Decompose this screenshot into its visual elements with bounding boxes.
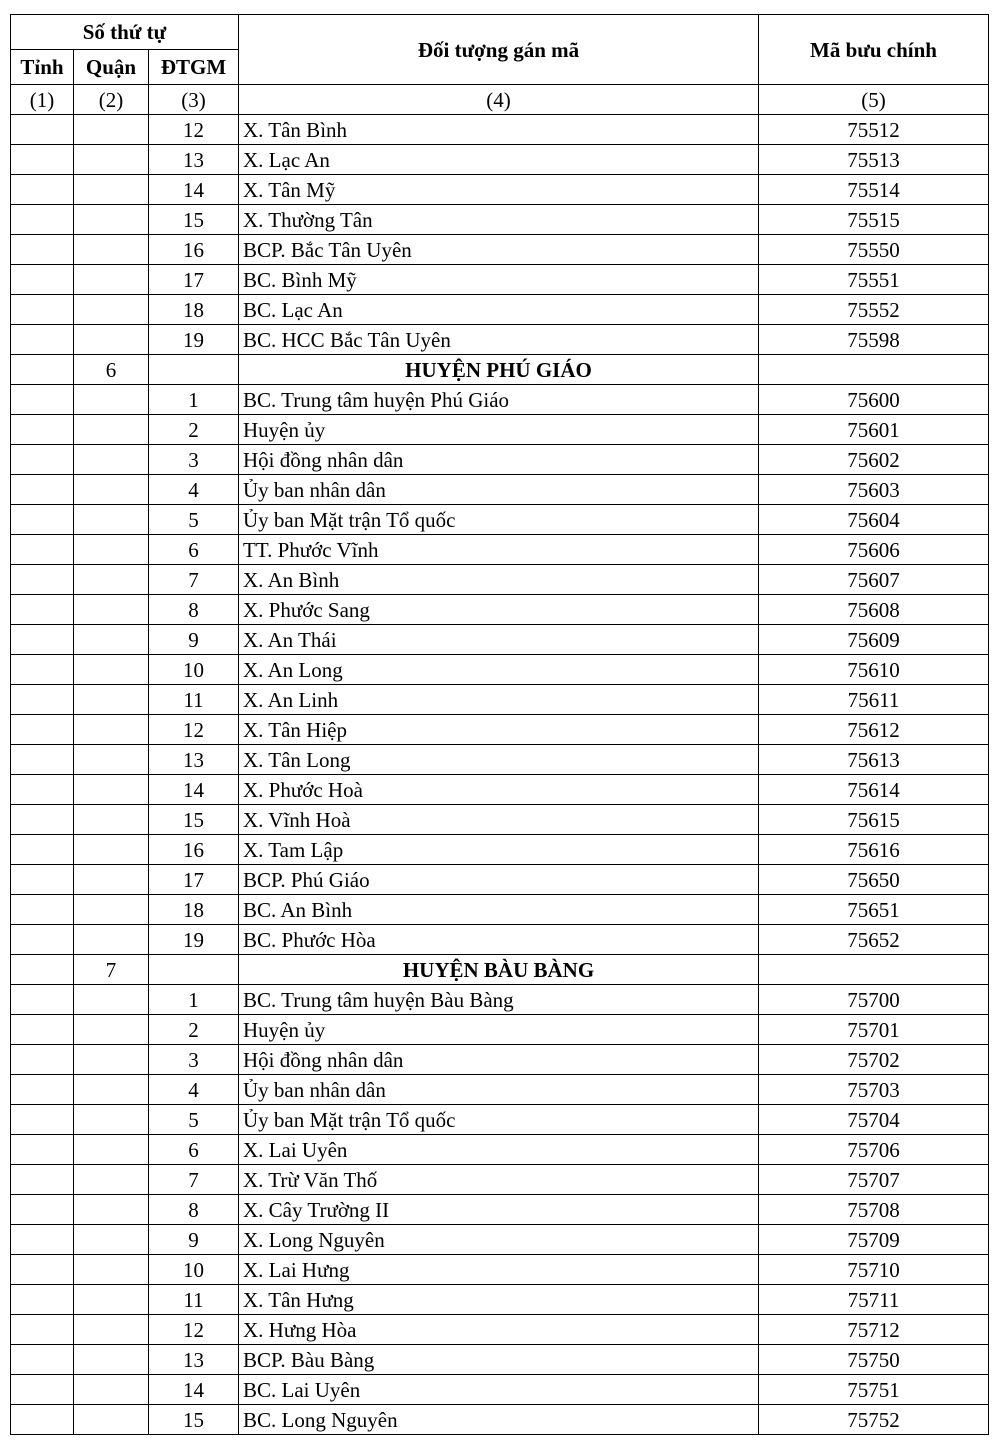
item-number: 12 [149,715,239,745]
item-number: 2 [149,415,239,445]
object-name: X. Tân Hiệp [239,715,759,745]
object-name: BCP. Phú Giáo [239,865,759,895]
table-row [11,385,989,415]
table-row [11,445,989,475]
postal-code: 75751 [759,1375,989,1405]
dtgm-cell [149,355,239,385]
table-row [11,835,989,865]
district-cell [74,565,149,595]
postal-code: 75604 [759,505,989,535]
item-number: 5 [149,1105,239,1135]
table-row [11,175,989,205]
table-row [11,235,989,265]
district-cell [74,715,149,745]
table-row [11,1075,989,1105]
table-row [11,115,989,145]
code-cell [759,955,989,985]
province-cell [11,775,74,805]
table-row [11,565,989,595]
postal-code: 75598 [759,325,989,355]
district-cell [74,1375,149,1405]
province-cell [11,265,74,295]
item-number: 3 [149,1045,239,1075]
province-cell [11,655,74,685]
district-cell [74,415,149,445]
postal-code: 75612 [759,715,989,745]
item-number: 11 [149,1285,239,1315]
item-number: 16 [149,235,239,265]
district-cell [74,1075,149,1105]
table-row [11,865,989,895]
object-name: BC. Phước Hòa [239,925,759,955]
district-cell [74,445,149,475]
table-row [11,925,989,955]
item-number: 9 [149,625,239,655]
province-cell [11,835,74,865]
district-cell [74,655,149,685]
province-cell [11,625,74,655]
postal-code: 75651 [759,895,989,925]
postal-code: 75704 [759,1105,989,1135]
postal-code: 75709 [759,1225,989,1255]
province-cell [11,1285,74,1315]
district-cell [74,325,149,355]
item-number: 6 [149,535,239,565]
item-number: 4 [149,1075,239,1105]
postal-code: 75606 [759,535,989,565]
table-row [11,1375,989,1405]
table-row [11,1345,989,1375]
object-name: BC. Trung tâm huyện Bàu Bàng [239,985,759,1015]
table-body [11,115,989,1435]
postal-code: 75600 [759,385,989,415]
postal-code: 75514 [759,175,989,205]
postal-code: 75706 [759,1135,989,1165]
province-cell [11,1315,74,1345]
object-name: BC. An Bình [239,895,759,925]
district-cell [74,895,149,925]
column-index: (1) [11,85,74,115]
table-row [11,805,989,835]
column-index: (2) [74,85,149,115]
district-cell [74,595,149,625]
province-cell [11,985,74,1015]
district-cell [74,865,149,895]
item-number: 19 [149,925,239,955]
dtgm-cell [149,955,239,985]
province-cell [11,1225,74,1255]
district-cell [74,1405,149,1435]
table-row [11,685,989,715]
item-number: 9 [149,1225,239,1255]
province-cell [11,955,74,985]
table-row [11,595,989,625]
district-cell [74,175,149,205]
table-row [11,1135,989,1165]
item-number: 1 [149,385,239,415]
postal-code: 75700 [759,985,989,1015]
district-cell [74,1045,149,1075]
object-name: X. Tân Long [239,745,759,775]
district-cell [74,985,149,1015]
province-cell [11,1105,74,1135]
province-cell [11,925,74,955]
postal-code: 75552 [759,295,989,325]
item-number: 13 [149,145,239,175]
header-object: Đối tượng gán mã [239,15,759,85]
table-header [11,15,989,115]
province-cell [11,1375,74,1405]
column-index: (5) [759,85,989,115]
postal-code: 75703 [759,1075,989,1105]
district-cell [74,925,149,955]
object-name: X. Cây Trường II [239,1195,759,1225]
province-cell [11,895,74,925]
table-row [11,655,989,685]
item-number: 14 [149,775,239,805]
province-cell [11,355,74,385]
object-name: X. Lai Uyên [239,1135,759,1165]
table-row [11,775,989,805]
postal-code: 75611 [759,685,989,715]
postal-code: 75652 [759,925,989,955]
province-cell [11,715,74,745]
district-cell [74,295,149,325]
district-cell [74,385,149,415]
district-cell [74,1255,149,1285]
object-name: X. Long Nguyên [239,1225,759,1255]
object-name: Huyện ủy [239,415,759,445]
province-cell [11,175,74,205]
district-cell [74,1285,149,1315]
object-name: Ủy ban Mặt trận Tổ quốc [239,1105,759,1135]
item-number: 17 [149,865,239,895]
object-name: X. Hưng Hòa [239,1315,759,1345]
object-name: X. Phước Hoà [239,775,759,805]
district-cell [74,1315,149,1345]
district-cell [74,1345,149,1375]
postal-code: 75610 [759,655,989,685]
postal-code: 75710 [759,1255,989,1285]
object-name: X. Tân Mỹ [239,175,759,205]
province-cell [11,205,74,235]
table-row [11,415,989,445]
object-name: X. An Bình [239,565,759,595]
table-row [11,1045,989,1075]
province-cell [11,505,74,535]
item-number: 15 [149,1405,239,1435]
item-number: 18 [149,295,239,325]
province-cell [11,385,74,415]
table-row [11,1255,989,1285]
province-cell [11,325,74,355]
object-name: BC. Lạc An [239,295,759,325]
district-cell [74,805,149,835]
table-row [11,1225,989,1255]
province-cell [11,1045,74,1075]
item-number: 2 [149,1015,239,1045]
district-cell [74,625,149,655]
postal-code: 75615 [759,805,989,835]
header-postal-code: Mã bưu chính [759,15,989,85]
district-cell [74,235,149,265]
province-cell [11,535,74,565]
province-cell [11,865,74,895]
table-row [11,985,989,1015]
district-cell [74,1165,149,1195]
postal-code: 75701 [759,1015,989,1045]
object-name: Huyện ủy [239,1015,759,1045]
table-row [11,145,989,175]
table-row [11,205,989,235]
object-name: Ủy ban nhân dân [239,1075,759,1105]
province-cell [11,1075,74,1105]
item-number: 14 [149,1375,239,1405]
province-cell [11,805,74,835]
province-cell [11,1015,74,1045]
table-row [11,325,989,355]
table-row [11,475,989,505]
table-row [11,1165,989,1195]
province-cell [11,415,74,445]
object-name: X. An Long [239,655,759,685]
district-cell [74,1105,149,1135]
district-section-row [11,355,989,385]
item-number: 5 [149,505,239,535]
object-name: X. Phước Sang [239,595,759,625]
object-name: X. Lạc An [239,145,759,175]
table-row [11,1195,989,1225]
postal-code: 75607 [759,565,989,595]
postal-code: 75708 [759,1195,989,1225]
code-cell [759,355,989,385]
province-cell [11,235,74,265]
postal-code: 75602 [759,445,989,475]
object-name: X. Tân Bình [239,115,759,145]
postal-code: 75551 [759,265,989,295]
item-number: 4 [149,475,239,505]
district-cell [74,1195,149,1225]
table-row [11,745,989,775]
item-number: 8 [149,595,239,625]
district-cell [74,835,149,865]
item-number: 15 [149,205,239,235]
item-number: 18 [149,895,239,925]
district-section-row [11,955,989,985]
table-row [11,1285,989,1315]
postal-code: 75608 [759,595,989,625]
postal-code: 75603 [759,475,989,505]
object-name: BC. Long Nguyên [239,1405,759,1435]
column-index: (3) [149,85,239,115]
object-name: TT. Phước Vĩnh [239,535,759,565]
province-cell [11,685,74,715]
province-cell [11,1345,74,1375]
postal-code: 75650 [759,865,989,895]
object-name: X. Vĩnh Hoà [239,805,759,835]
province-cell [11,1255,74,1285]
postal-code: 75712 [759,1315,989,1345]
item-number: 13 [149,745,239,775]
header-province: Tỉnh [11,50,74,85]
province-cell [11,1405,74,1435]
table-row [11,265,989,295]
district-cell [74,115,149,145]
province-cell [11,445,74,475]
column-index: (4) [239,85,759,115]
postal-code: 75614 [759,775,989,805]
province-cell [11,595,74,625]
postal-code: 75707 [759,1165,989,1195]
table-row [11,295,989,325]
postal-code: 75512 [759,115,989,145]
district-cell [74,1135,149,1165]
item-number: 8 [149,1195,239,1225]
item-number: 14 [149,175,239,205]
item-number: 1 [149,985,239,1015]
postal-code: 75616 [759,835,989,865]
district-cell [74,145,149,175]
table-row [11,1405,989,1435]
district-cell [74,1015,149,1045]
item-number: 16 [149,835,239,865]
district-name: HUYỆN PHÚ GIÁO [239,355,759,385]
object-name: BCP. Bắc Tân Uyên [239,235,759,265]
table-row [11,505,989,535]
object-name: X. Trừ Văn Thố [239,1165,759,1195]
table-row [11,1015,989,1045]
object-name: X. Lai Hưng [239,1255,759,1285]
postal-code-table [10,14,989,1435]
object-name: Hội đồng nhân dân [239,1045,759,1075]
district-cell [74,205,149,235]
object-name: X. Tam Lập [239,835,759,865]
province-cell [11,1135,74,1165]
district-cell [74,685,149,715]
item-number: 10 [149,655,239,685]
item-number: 11 [149,685,239,715]
district-cell [74,265,149,295]
postal-code: 75702 [759,1045,989,1075]
item-number: 10 [149,1255,239,1285]
table-row [11,895,989,925]
header-group-order: Số thứ tự [11,15,239,50]
province-cell [11,565,74,595]
district-cell [74,475,149,505]
object-name: BC. HCC Bắc Tân Uyên [239,325,759,355]
header-district: Quận [74,50,149,85]
district-number: 6 [74,355,149,385]
district-cell [74,505,149,535]
item-number: 15 [149,805,239,835]
district-name: HUYỆN BÀU BÀNG [239,955,759,985]
province-cell [11,475,74,505]
postal-code: 75711 [759,1285,989,1315]
district-cell [74,775,149,805]
object-name: BC. Trung tâm huyện Phú Giáo [239,385,759,415]
object-name: Ủy ban nhân dân [239,475,759,505]
table-row [11,1105,989,1135]
postal-code: 75752 [759,1405,989,1435]
province-cell [11,1165,74,1195]
item-number: 13 [149,1345,239,1375]
object-name: Hội đồng nhân dân [239,445,759,475]
province-cell [11,115,74,145]
item-number: 19 [149,325,239,355]
object-name: Ủy ban Mặt trận Tổ quốc [239,505,759,535]
postal-code: 75513 [759,145,989,175]
table-row [11,535,989,565]
table-row [11,715,989,745]
postal-code: 75601 [759,415,989,445]
item-number: 7 [149,1165,239,1195]
object-name: X. An Linh [239,685,759,715]
district-cell [74,1225,149,1255]
district-cell [74,535,149,565]
postal-code: 75609 [759,625,989,655]
district-cell [74,745,149,775]
object-name: BC. Lai Uyên [239,1375,759,1405]
province-cell [11,145,74,175]
postal-code: 75613 [759,745,989,775]
object-name: X. Tân Hưng [239,1285,759,1315]
item-number: 12 [149,1315,239,1345]
item-number: 6 [149,1135,239,1165]
postal-code: 75550 [759,235,989,265]
object-name: BC. Bình Mỹ [239,265,759,295]
item-number: 7 [149,565,239,595]
table-row [11,1315,989,1345]
item-number: 12 [149,115,239,145]
item-number: 3 [149,445,239,475]
province-cell [11,295,74,325]
object-name: BCP. Bàu Bàng [239,1345,759,1375]
object-name: X. Thường Tân [239,205,759,235]
item-number: 17 [149,265,239,295]
province-cell [11,745,74,775]
province-cell [11,1195,74,1225]
header-dtgm: ĐTGM [149,50,239,85]
postal-code: 75515 [759,205,989,235]
district-number: 7 [74,955,149,985]
postal-code: 75750 [759,1345,989,1375]
table-row [11,625,989,655]
object-name: X. An Thái [239,625,759,655]
